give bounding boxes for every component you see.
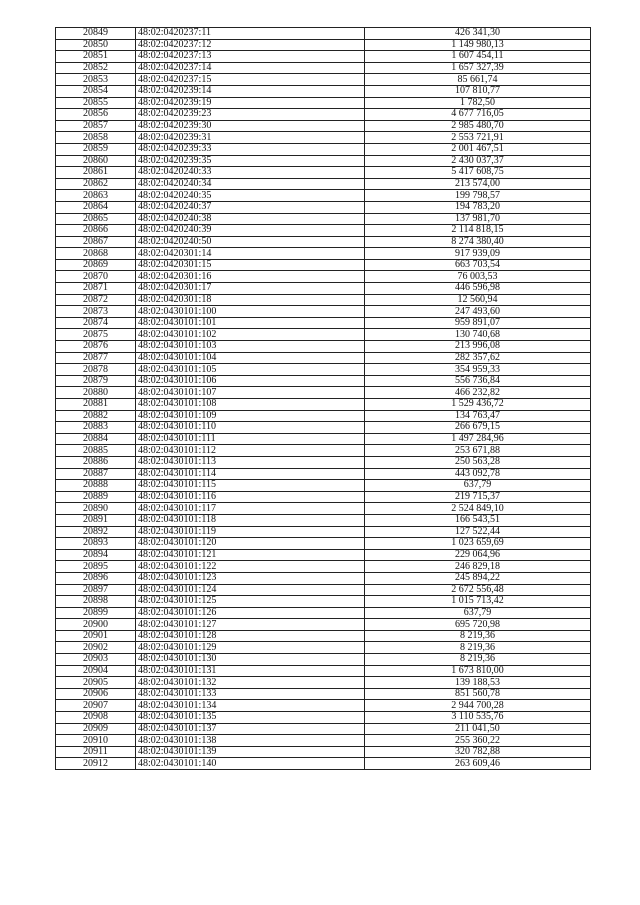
cadastral-number-cell: 48:02:0430101:117 — [136, 503, 365, 515]
cadastral-number-cell: 48:02:0430101:130 — [136, 654, 365, 666]
table-row — [56, 549, 591, 561]
table-row — [56, 480, 591, 492]
row-number-cell: 20864 — [56, 201, 136, 213]
row-number-cell: 20876 — [56, 341, 136, 353]
row-number-cell: 20874 — [56, 317, 136, 329]
cadastral-value-cell: 1 023 659,69 — [365, 538, 591, 550]
cadastral-number-cell: 48:02:0430101:124 — [136, 584, 365, 596]
row-number-cell: 20860 — [56, 155, 136, 167]
table-row — [56, 619, 591, 631]
cadastral-value-cell: 12 560,94 — [365, 294, 591, 306]
table-row — [56, 677, 591, 689]
cadastral-number-cell: 48:02:0430101:119 — [136, 526, 365, 538]
table-row — [56, 97, 591, 109]
row-number-cell: 20906 — [56, 688, 136, 700]
row-number-cell: 20881 — [56, 399, 136, 411]
cadastral-number-cell: 48:02:0430101:134 — [136, 700, 365, 712]
cadastral-number-cell: 48:02:0430101:133 — [136, 688, 365, 700]
cadastral-number-cell: 48:02:0430101:121 — [136, 549, 365, 561]
table-row — [56, 213, 591, 225]
cadastral-number-cell: 48:02:0430101:103 — [136, 341, 365, 353]
table-row — [56, 178, 591, 190]
table-row — [56, 109, 591, 121]
row-number-cell: 20885 — [56, 445, 136, 457]
row-number-cell: 20898 — [56, 596, 136, 608]
cadastral-number-cell: 48:02:0430101:123 — [136, 572, 365, 584]
table-row — [56, 352, 591, 364]
row-number-cell: 20852 — [56, 62, 136, 74]
cadastral-value-cell: 2 001 467,51 — [365, 143, 591, 155]
cadastral-number-cell: 48:02:0430101:106 — [136, 375, 365, 387]
cadastral-number-cell: 48:02:0430101:140 — [136, 758, 365, 770]
cadastral-value-cell: 107 810,77 — [365, 85, 591, 97]
row-number-cell: 20886 — [56, 456, 136, 468]
table-row — [56, 410, 591, 422]
row-number-cell: 20888 — [56, 480, 136, 492]
cadastral-number-cell: 48:02:0430101:115 — [136, 480, 365, 492]
table-row — [56, 630, 591, 642]
cadastral-value-cell: 263 609,46 — [365, 758, 591, 770]
row-number-cell: 20854 — [56, 85, 136, 97]
cadastral-number-cell: 48:02:0430101:131 — [136, 665, 365, 677]
row-number-cell: 20865 — [56, 213, 136, 225]
table-row — [56, 514, 591, 526]
cadastral-value-cell: 1 497 284,96 — [365, 433, 591, 445]
cadastral-number-cell: 48:02:0430101:111 — [136, 433, 365, 445]
row-number-cell: 20858 — [56, 132, 136, 144]
row-number-cell: 20880 — [56, 387, 136, 399]
table-row — [56, 85, 591, 97]
cadastral-number-cell: 48:02:0420301:14 — [136, 248, 365, 260]
cadastral-value-cell: 2 114 818,15 — [365, 225, 591, 237]
row-number-cell: 20849 — [56, 28, 136, 40]
cadastral-value-cell: 246 829,18 — [365, 561, 591, 573]
row-number-cell: 20896 — [56, 572, 136, 584]
row-number-cell: 20907 — [56, 700, 136, 712]
cadastral-number-cell: 48:02:0420239:33 — [136, 143, 365, 155]
table-row — [56, 422, 591, 434]
table-row — [56, 294, 591, 306]
cadastral-number-cell: 48:02:0430101:122 — [136, 561, 365, 573]
table-row — [56, 271, 591, 283]
cadastral-value-cell: 199 798,57 — [365, 190, 591, 202]
cadastral-number-cell: 48:02:0420237:15 — [136, 74, 365, 86]
cadastral-number-cell: 48:02:0430101:127 — [136, 619, 365, 631]
row-number-cell: 20863 — [56, 190, 136, 202]
cadastral-value-cell: 166 543,51 — [365, 514, 591, 526]
row-number-cell: 20904 — [56, 665, 136, 677]
cadastral-value-cell: 851 560,78 — [365, 688, 591, 700]
cadastral-value-cell: 134 763,47 — [365, 410, 591, 422]
cadastral-number-cell: 48:02:0430101:108 — [136, 399, 365, 411]
cadastral-value-cell: 2 553 721,91 — [365, 132, 591, 144]
row-number-cell: 20869 — [56, 259, 136, 271]
table-row — [56, 155, 591, 167]
row-number-cell: 20894 — [56, 549, 136, 561]
cadastral-number-cell: 48:02:0430101:118 — [136, 514, 365, 526]
cadastral-value-cell: 2 985 480,70 — [365, 120, 591, 132]
cadastral-number-cell: 48:02:0430101:113 — [136, 456, 365, 468]
cadastral-number-cell: 48:02:0430101:110 — [136, 422, 365, 434]
cadastral-value-cell: 354 959,33 — [365, 364, 591, 376]
row-number-cell: 20895 — [56, 561, 136, 573]
cadastral-value-cell: 959 891,07 — [365, 317, 591, 329]
table-row — [56, 62, 591, 74]
table-row — [56, 445, 591, 457]
table-row — [56, 746, 591, 758]
cadastral-number-cell: 48:02:0430101:135 — [136, 712, 365, 724]
row-number-cell: 20878 — [56, 364, 136, 376]
cadastral-value-cell: 213 996,08 — [365, 341, 591, 353]
cadastral-value-cell: 320 782,88 — [365, 746, 591, 758]
cadastral-number-cell: 48:02:0420239:30 — [136, 120, 365, 132]
cadastral-value-cell: 266 679,15 — [365, 422, 591, 434]
row-number-cell: 20883 — [56, 422, 136, 434]
cadastral-value-table — [55, 27, 591, 770]
cadastral-value-cell: 8 219,36 — [365, 654, 591, 666]
row-number-cell: 20879 — [56, 375, 136, 387]
row-number-cell: 20890 — [56, 503, 136, 515]
table-row — [56, 364, 591, 376]
cadastral-value-cell: 2 944 700,28 — [365, 700, 591, 712]
cadastral-number-cell: 48:02:0420239:31 — [136, 132, 365, 144]
cadastral-number-cell: 48:02:0420237:11 — [136, 28, 365, 40]
cadastral-value-cell: 663 703,54 — [365, 259, 591, 271]
table-row — [56, 468, 591, 480]
table-row — [56, 491, 591, 503]
cadastral-value-cell: 917 939,09 — [365, 248, 591, 260]
row-number-cell: 20853 — [56, 74, 136, 86]
cadastral-value-cell: 229 064,96 — [365, 549, 591, 561]
table-row — [56, 283, 591, 295]
cadastral-value-cell: 8 219,36 — [365, 642, 591, 654]
cadastral-number-cell: 48:02:0430101:109 — [136, 410, 365, 422]
row-number-cell: 20889 — [56, 491, 136, 503]
cadastral-number-cell: 48:02:0420301:18 — [136, 294, 365, 306]
cadastral-value-cell: 245 894,22 — [365, 572, 591, 584]
table-row — [56, 190, 591, 202]
cadastral-number-cell: 48:02:0430101:139 — [136, 746, 365, 758]
table-row — [56, 236, 591, 248]
cadastral-value-cell: 637,79 — [365, 607, 591, 619]
table-row — [56, 642, 591, 654]
row-number-cell: 20861 — [56, 167, 136, 179]
row-number-cell: 20899 — [56, 607, 136, 619]
cadastral-value-cell: 466 232,82 — [365, 387, 591, 399]
table-row — [56, 225, 591, 237]
row-number-cell: 20900 — [56, 619, 136, 631]
cadastral-number-cell: 48:02:0420240:37 — [136, 201, 365, 213]
cadastral-number-cell: 48:02:0420301:17 — [136, 283, 365, 295]
cadastral-number-cell: 48:02:0420240:34 — [136, 178, 365, 190]
row-number-cell: 20850 — [56, 39, 136, 51]
row-number-cell: 20893 — [56, 538, 136, 550]
cadastral-number-cell: 48:02:0420240:39 — [136, 225, 365, 237]
table-row — [56, 526, 591, 538]
cadastral-number-cell: 48:02:0430101:101 — [136, 317, 365, 329]
cadastral-number-cell: 48:02:0420240:35 — [136, 190, 365, 202]
row-number-cell: 20905 — [56, 677, 136, 689]
cadastral-value-cell: 556 736,84 — [365, 375, 591, 387]
table-row — [56, 39, 591, 51]
table-row — [56, 700, 591, 712]
cadastral-value-cell: 211 041,50 — [365, 723, 591, 735]
row-number-cell: 20887 — [56, 468, 136, 480]
row-number-cell: 20891 — [56, 514, 136, 526]
cadastral-number-cell: 48:02:0430101:112 — [136, 445, 365, 457]
row-number-cell: 20867 — [56, 236, 136, 248]
row-number-cell: 20856 — [56, 109, 136, 121]
cadastral-number-cell: 48:02:0430101:126 — [136, 607, 365, 619]
table-row — [56, 503, 591, 515]
cadastral-value-cell: 1 149 980,13 — [365, 39, 591, 51]
cadastral-value-cell: 695 720,98 — [365, 619, 591, 631]
table-row — [56, 433, 591, 445]
table-row — [56, 341, 591, 353]
cadastral-number-cell: 48:02:0420239:35 — [136, 155, 365, 167]
cadastral-number-cell: 48:02:0430101:116 — [136, 491, 365, 503]
cadastral-value-cell: 130 740,68 — [365, 329, 591, 341]
row-number-cell: 20871 — [56, 283, 136, 295]
table-row — [56, 735, 591, 747]
cadastral-number-cell: 48:02:0420301:15 — [136, 259, 365, 271]
cadastral-number-cell: 48:02:0430101:102 — [136, 329, 365, 341]
row-number-cell: 20897 — [56, 584, 136, 596]
table-row — [56, 132, 591, 144]
cadastral-value-cell: 3 110 535,76 — [365, 712, 591, 724]
cadastral-number-cell: 48:02:0420239:19 — [136, 97, 365, 109]
cadastral-number-cell: 48:02:0430101:120 — [136, 538, 365, 550]
cadastral-value-cell: 8 274 380,40 — [365, 236, 591, 248]
table-row — [56, 259, 591, 271]
cadastral-number-cell: 48:02:0420240:50 — [136, 236, 365, 248]
cadastral-value-cell: 4 677 716,05 — [365, 109, 591, 121]
row-number-cell: 20909 — [56, 723, 136, 735]
table-body — [56, 28, 591, 770]
cadastral-number-cell: 48:02:0430101:114 — [136, 468, 365, 480]
table-row — [56, 28, 591, 40]
row-number-cell: 20892 — [56, 526, 136, 538]
cadastral-value-cell: 282 357,62 — [365, 352, 591, 364]
row-number-cell: 20910 — [56, 735, 136, 747]
table-row — [56, 143, 591, 155]
cadastral-value-cell: 2 524 849,10 — [365, 503, 591, 515]
row-number-cell: 20862 — [56, 178, 136, 190]
cadastral-number-cell: 48:02:0430101:100 — [136, 306, 365, 318]
cadastral-number-cell: 48:02:0430101:132 — [136, 677, 365, 689]
table-row — [56, 51, 591, 63]
table-row — [56, 74, 591, 86]
cadastral-value-cell: 8 219,36 — [365, 630, 591, 642]
cadastral-value-cell: 1 673 810,00 — [365, 665, 591, 677]
cadastral-value-cell: 2 430 037,37 — [365, 155, 591, 167]
row-number-cell: 20875 — [56, 329, 136, 341]
row-number-cell: 20877 — [56, 352, 136, 364]
cadastral-number-cell: 48:02:0420237:12 — [136, 39, 365, 51]
table-row — [56, 723, 591, 735]
table-row — [56, 317, 591, 329]
row-number-cell: 20859 — [56, 143, 136, 155]
table-row — [56, 654, 591, 666]
cadastral-value-cell: 255 360,22 — [365, 735, 591, 747]
cadastral-number-cell: 48:02:0420239:14 — [136, 85, 365, 97]
table-row — [56, 387, 591, 399]
table-row — [56, 688, 591, 700]
row-number-cell: 20857 — [56, 120, 136, 132]
cadastral-value-cell: 2 672 556,48 — [365, 584, 591, 596]
table-row — [56, 399, 591, 411]
table-row — [56, 120, 591, 132]
cadastral-value-cell: 1 782,50 — [365, 97, 591, 109]
table-row — [56, 201, 591, 213]
cadastral-number-cell: 48:02:0430101:105 — [136, 364, 365, 376]
cadastral-number-cell: 48:02:0430101:107 — [136, 387, 365, 399]
row-number-cell: 20902 — [56, 642, 136, 654]
cadastral-number-cell: 48:02:0430101:137 — [136, 723, 365, 735]
table-row — [56, 607, 591, 619]
table-row — [56, 584, 591, 596]
row-number-cell: 20872 — [56, 294, 136, 306]
row-number-cell: 20908 — [56, 712, 136, 724]
cadastral-value-cell: 5 417 608,75 — [365, 167, 591, 179]
table-row — [56, 665, 591, 677]
cadastral-number-cell: 48:02:0430101:138 — [136, 735, 365, 747]
cadastral-value-cell: 76 003,53 — [365, 271, 591, 283]
row-number-cell: 20873 — [56, 306, 136, 318]
row-number-cell: 20870 — [56, 271, 136, 283]
cadastral-value-cell: 443 092,78 — [365, 468, 591, 480]
cadastral-value-cell: 85 661,74 — [365, 74, 591, 86]
cadastral-value-cell: 1 607 454,11 — [365, 51, 591, 63]
cadastral-number-cell: 48:02:0430101:128 — [136, 630, 365, 642]
cadastral-value-cell: 253 671,88 — [365, 445, 591, 457]
cadastral-value-cell: 127 522,44 — [365, 526, 591, 538]
row-number-cell: 20903 — [56, 654, 136, 666]
cadastral-value-cell: 1 529 436,72 — [365, 399, 591, 411]
cadastral-value-cell: 446 596,98 — [365, 283, 591, 295]
cadastral-value-cell: 213 574,00 — [365, 178, 591, 190]
row-number-cell: 20868 — [56, 248, 136, 260]
table-row — [56, 456, 591, 468]
table-row — [56, 572, 591, 584]
cadastral-number-cell: 48:02:0420240:38 — [136, 213, 365, 225]
cadastral-number-cell: 48:02:0420237:13 — [136, 51, 365, 63]
cadastral-value-cell: 247 493,60 — [365, 306, 591, 318]
cadastral-number-cell: 48:02:0420301:16 — [136, 271, 365, 283]
cadastral-value-cell: 426 341,30 — [365, 28, 591, 40]
cadastral-number-cell: 48:02:0430101:129 — [136, 642, 365, 654]
table-row — [56, 758, 591, 770]
table-row — [56, 712, 591, 724]
table-row — [56, 538, 591, 550]
cadastral-value-cell: 1 657 327,39 — [365, 62, 591, 74]
row-number-cell: 20866 — [56, 225, 136, 237]
table-row — [56, 596, 591, 608]
row-number-cell: 20911 — [56, 746, 136, 758]
table-row — [56, 561, 591, 573]
row-number-cell: 20901 — [56, 630, 136, 642]
table-row — [56, 375, 591, 387]
row-number-cell: 20884 — [56, 433, 136, 445]
row-number-cell: 20855 — [56, 97, 136, 109]
cadastral-number-cell: 48:02:0420239:23 — [136, 109, 365, 121]
table-row — [56, 167, 591, 179]
cadastral-value-cell: 250 563,28 — [365, 456, 591, 468]
cadastral-number-cell: 48:02:0430101:104 — [136, 352, 365, 364]
cadastral-value-cell: 139 188,53 — [365, 677, 591, 689]
cadastral-number-cell: 48:02:0430101:125 — [136, 596, 365, 608]
row-number-cell: 20882 — [56, 410, 136, 422]
row-number-cell: 20912 — [56, 758, 136, 770]
cadastral-value-cell: 137 981,70 — [365, 213, 591, 225]
table-row — [56, 248, 591, 260]
cadastral-number-cell: 48:02:0420240:33 — [136, 167, 365, 179]
cadastral-value-cell: 1 015 713,42 — [365, 596, 591, 608]
table-row — [56, 306, 591, 318]
table-row — [56, 329, 591, 341]
cadastral-number-cell: 48:02:0420237:14 — [136, 62, 365, 74]
row-number-cell: 20851 — [56, 51, 136, 63]
cadastral-value-cell: 194 783,20 — [365, 201, 591, 213]
cadastral-value-cell: 637,79 — [365, 480, 591, 492]
cadastral-value-cell: 219 715,37 — [365, 491, 591, 503]
